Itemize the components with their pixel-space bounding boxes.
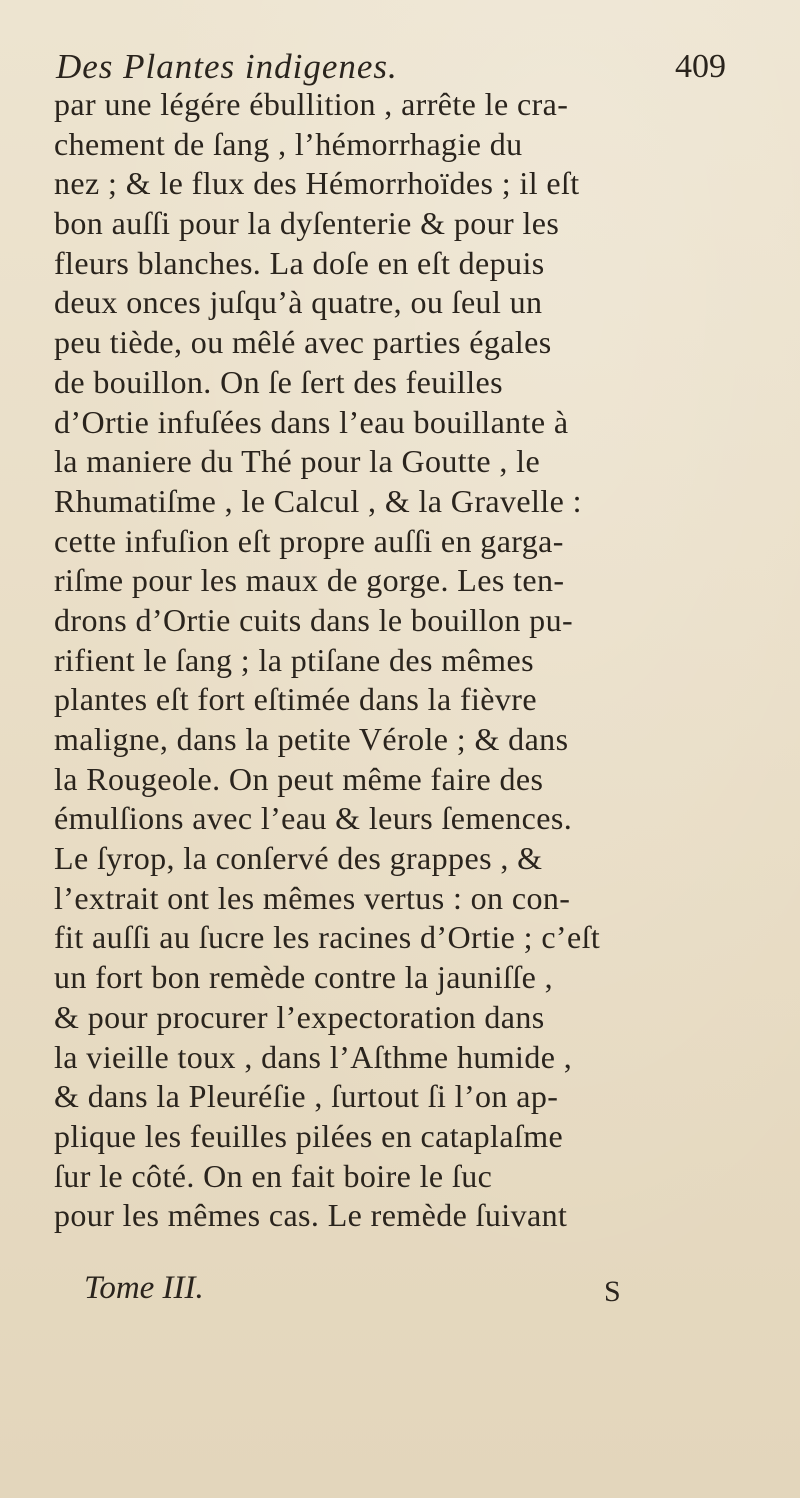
text-line: rifient le ſang ; la ptiſane des mêmes bbox=[54, 641, 534, 678]
text-line: émulſions avec l’eau & leurs ſemences. bbox=[54, 800, 573, 837]
text-line: cette infuſion eſt propre auſſi en garga- bbox=[54, 522, 564, 559]
page-number: 409 bbox=[675, 48, 726, 85]
text-line: nez ; & le flux des Hémorrhoïdes ; il eſt bbox=[54, 165, 580, 202]
text-line: chement de ſang , l’hémorrhagie du bbox=[54, 125, 523, 162]
text-line: la vieille toux , dans l’Aſthme humide , bbox=[54, 1038, 573, 1075]
text-line: plique les feuilles pilées en cataplaſme bbox=[54, 1117, 564, 1154]
text-line: d’Ortie infuſées dans l’eau bouillante à bbox=[54, 403, 569, 440]
text-line: fit auſſi au ſucre les racines d’Ortie ; c’eſt bbox=[54, 919, 601, 956]
signature-mark: S bbox=[604, 1275, 621, 1308]
text-line: & dans la Pleuréſie , ſurtout ſi l’on ap- bbox=[54, 1078, 559, 1115]
text-line: maligne, dans la petite Vérole ; & dans bbox=[54, 721, 569, 757]
body-text bbox=[54, 85, 748, 1236]
page-footer bbox=[84, 1266, 684, 1310]
text-line: Rhumatiſme , le Calcul , & la Gravelle : bbox=[54, 482, 582, 519]
text-line: & pour procurer l’expectoration dans bbox=[54, 998, 545, 1035]
text-line: bon auſſi pour la dyſenterie & pour les bbox=[54, 205, 560, 242]
text-line: l’extrait ont les mêmes vertus : on con- bbox=[54, 879, 571, 916]
text-line: la Rougeole. On peut même faire des bbox=[54, 760, 544, 797]
text-line: pour les mêmes cas. Le remède ſuivant bbox=[54, 1197, 568, 1234]
text-line: fleurs blanches. La doſe en eſt depuis bbox=[54, 244, 545, 281]
text-line: deux onces juſqu’à quatre, ou ſeul un bbox=[54, 284, 543, 321]
text-line: par une légére ébullition , arrête le cra- bbox=[54, 86, 569, 122]
text-line: plantes eſt fort eſtimée dans la fièvre bbox=[54, 681, 537, 718]
text-line: de bouillon. On ſe ſert des feuilles bbox=[54, 363, 503, 400]
text-line: drons d’Ortie cuits dans le bouillon pu- bbox=[54, 601, 574, 638]
text-line: ſur le côté. On en fait boire le ſuc bbox=[54, 1157, 493, 1194]
text-line: peu tiède, ou mêlé avec parties égales bbox=[54, 324, 552, 361]
running-title: Des Plantes indigenes. bbox=[56, 47, 398, 86]
text-line: un fort bon remède contre la jauniſſe , bbox=[54, 959, 553, 996]
volume-label: Tome III. bbox=[84, 1270, 204, 1306]
text-line: Le ſyrop, la conſervé des grappes , & bbox=[54, 840, 543, 877]
text-line: riſme pour les maux de gorge. Les ten- bbox=[54, 562, 565, 599]
text-line: la maniere du Thé pour la Goutte , le bbox=[54, 443, 541, 480]
